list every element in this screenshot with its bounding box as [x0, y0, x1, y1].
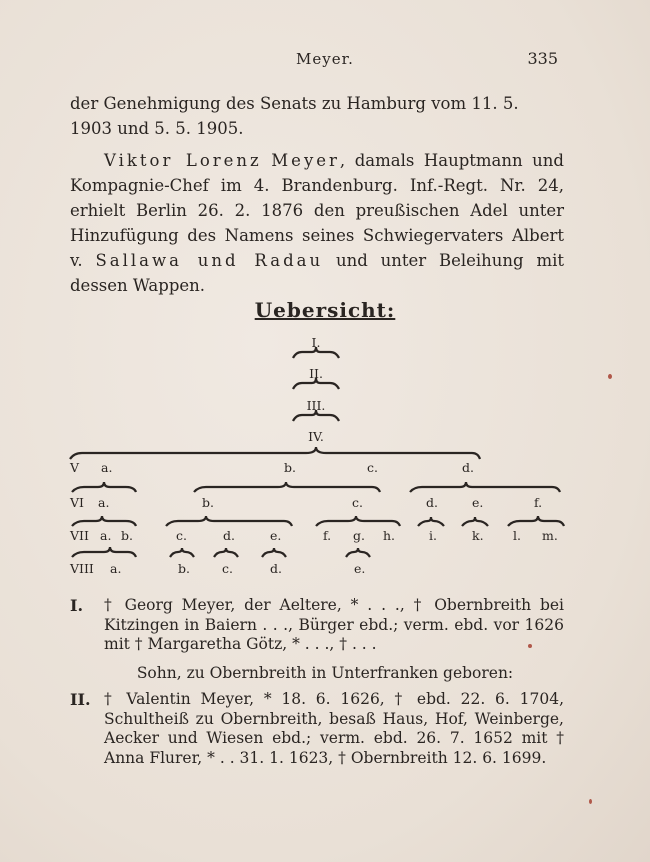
gen-label-VI: VI — [70, 495, 84, 510]
paper-spot — [608, 374, 612, 379]
brace-VId-VII — [418, 517, 444, 526]
paragraph-1-line-2: 1903 und 5. 5. 1905. — [70, 119, 244, 138]
brace-VIf-VII — [508, 516, 564, 526]
viii-d: d. — [270, 561, 282, 576]
brace-Vb-VI — [194, 482, 380, 492]
vi-d: d. — [426, 495, 438, 510]
gen-label-IV: IV. — [308, 429, 324, 444]
v-c: c. — [367, 460, 378, 475]
person-last-name: Meyer — [271, 151, 340, 170]
paragraph-2-text-b: und unter Beleihung mit dessen Wappen. — [70, 251, 565, 295]
paper-spot — [589, 799, 592, 804]
vi-a: a. — [98, 495, 110, 510]
viii-c: c. — [222, 561, 233, 576]
entry-2-number: II. — [70, 690, 91, 709]
brace-VIa-VII — [72, 516, 136, 526]
brace-II-III — [293, 378, 339, 389]
chart-title: Uebersicht: — [254, 298, 396, 322]
gen-label-VIII: VIII — [70, 561, 94, 576]
viii-e: e. — [354, 561, 366, 576]
brace-VIb-VII — [166, 516, 292, 526]
running-header-title: Meyer. — [296, 50, 354, 68]
vii-l: l. — [513, 528, 521, 543]
brace-VIIc-VIII — [170, 548, 194, 557]
gen-label-II: II. — [309, 366, 323, 381]
brace-VIe-VII — [462, 517, 488, 526]
vi-e: e. — [472, 495, 484, 510]
vii-d: d. — [223, 528, 235, 543]
brace-VIId-VIII — [214, 548, 238, 557]
page-number: 335 — [527, 49, 558, 68]
brace-VIIe-VIII — [262, 548, 286, 557]
v-d: d. — [462, 460, 474, 475]
paragraph-2-text-a: , damals Hauptmann und Kompagnie-Chef im 4. Brandenburg. Inf.-Regt. Nr. 24, erhielt Berlin 26. 2. 1876 den preußischen Adel unter Hinzufügung des Namens seines Schwiegervaters Albert v. — [70, 151, 564, 270]
section-subheading: Sohn, zu Obernbreith in Unterfranken geboren: — [136, 664, 514, 682]
vi-c: c. — [352, 495, 363, 510]
brace-I-II — [293, 347, 339, 358]
v-b: b. — [284, 460, 296, 475]
vii-g: g. — [353, 528, 365, 543]
vii-h: h. — [383, 528, 396, 543]
entry-1-text: † Georg Meyer, der Aeltere, * . . ., † Obernbreith bei Kitzingen in Baiern . . ., Bürger ebd.; verm. ebd. vor 1626 mit † Margaretha Götz, * . . ., † . . . — [104, 596, 564, 653]
brace-VIIa-VIII — [72, 547, 136, 557]
brace-IV-V — [70, 447, 480, 459]
vi-f: f. — [534, 495, 543, 510]
vii-e: e. — [270, 528, 282, 543]
brace-Vd-VI — [410, 482, 560, 492]
gen-label-VII: VII — [70, 528, 89, 543]
viii-a: a. — [110, 561, 122, 576]
vii-f: f. — [323, 528, 332, 543]
paper-spot — [528, 644, 532, 648]
entry-1-number: I. — [70, 596, 84, 615]
genealogy-entry-1 — [70, 596, 564, 655]
vii-a: a. — [100, 528, 112, 543]
genealogy-entry-2 — [70, 690, 564, 768]
viii-b: b. — [178, 561, 190, 576]
noble-name: Sallawa und Radau — [95, 251, 324, 270]
vii-b: b. — [121, 528, 133, 543]
vii-i: i. — [429, 528, 437, 543]
vi-b: b. — [202, 495, 214, 510]
gen-label-III: III. — [306, 398, 326, 413]
v-a: a. — [101, 460, 113, 475]
person-first-name: Viktor Lorenz — [104, 151, 262, 170]
vii-m: m. — [542, 528, 558, 543]
vii-c: c. — [176, 528, 187, 543]
gen-label-V: V — [70, 460, 80, 475]
brace-VIIg-VIII — [346, 548, 370, 557]
gen-label-I: I. — [311, 335, 321, 350]
brace-VIc-VII — [316, 516, 400, 526]
brace-III-IV — [293, 410, 339, 421]
paragraph-1-line-1: der Genehmigung des Senats zu Hamburg vom 11. 5. — [70, 94, 519, 113]
entry-2-text: † Valentin Meyer, * 18. 6. 1626, † ebd. 22. 6. 1704, Schultheiß zu Obernbreith, besaß Haus, Hof, Weinberge, Aecker und Wiesen ebd.; verm. ebd. 26. 7. 1652 mit † Anna Flurer, * . . 31. 1. 1623, † Obernbreith 12. 6. 1699. — [104, 690, 564, 767]
vii-k: k. — [472, 528, 484, 543]
brace-Va-VI — [72, 482, 136, 492]
